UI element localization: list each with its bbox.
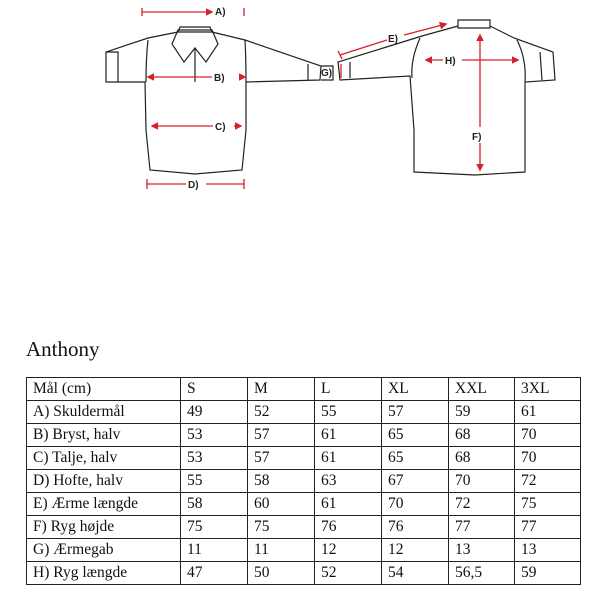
header-size-s: S [181, 378, 248, 401]
label-g: G) [321, 68, 333, 79]
table-cell: 55 [181, 470, 248, 493]
table-cell: 11 [248, 539, 315, 562]
table-cell: 61 [315, 424, 382, 447]
table-row [27, 562, 581, 585]
table-cell: 54 [382, 562, 449, 585]
table-cell: 72 [449, 493, 515, 516]
table-cell: 57 [248, 424, 315, 447]
table-cell: 58 [248, 470, 315, 493]
table-cell: 75 [181, 516, 248, 539]
table-cell: 70 [382, 493, 449, 516]
table-cell: 58 [181, 493, 248, 516]
table-cell: 13 [515, 539, 581, 562]
table-cell: 75 [248, 516, 315, 539]
table-cell: C) Talje, halv [27, 447, 181, 470]
table-row [27, 424, 581, 447]
table-cell: 12 [315, 539, 382, 562]
table-cell: 70 [515, 424, 581, 447]
table-cell: 68 [449, 447, 515, 470]
table-cell: 61 [515, 401, 581, 424]
table-cell: 65 [382, 424, 449, 447]
table-cell: 61 [315, 447, 382, 470]
header-size-l: L [315, 378, 382, 401]
label-b: B) [214, 73, 225, 84]
table-cell: 50 [248, 562, 315, 585]
table-cell: 57 [248, 447, 315, 470]
header-size-m: M [248, 378, 315, 401]
measurement-lines [142, 8, 518, 189]
table-cell: 13 [449, 539, 515, 562]
table-cell: 11 [181, 539, 248, 562]
label-d: D) [188, 180, 199, 191]
label-f: F) [472, 132, 482, 143]
table-cell: 70 [449, 470, 515, 493]
table-cell: F) Ryg højde [27, 516, 181, 539]
table-cell: 53 [181, 424, 248, 447]
table-cell: 70 [515, 447, 581, 470]
table-row [27, 470, 581, 493]
table-row [27, 539, 581, 562]
table-cell: 55 [315, 401, 382, 424]
header-size-xxl: XXL [449, 378, 515, 401]
table-cell: 61 [315, 493, 382, 516]
shirt-front-view [106, 27, 333, 174]
table-cell: G) Ærmegab [27, 539, 181, 562]
table-row [27, 401, 581, 424]
table-row [27, 516, 581, 539]
header-measure: Mål (cm) [27, 378, 181, 401]
garment-measurement-diagram [0, 0, 600, 210]
table-row [27, 493, 581, 516]
table-cell: 57 [382, 401, 449, 424]
table-cell: 68 [449, 424, 515, 447]
table-cell: B) Bryst, halv [27, 424, 181, 447]
table-cell: 53 [181, 447, 248, 470]
table-cell: 76 [382, 516, 449, 539]
label-c: C) [215, 122, 226, 133]
table-cell: 77 [449, 516, 515, 539]
header-size-xl: XL [382, 378, 449, 401]
header-size-3xl: 3XL [515, 378, 581, 401]
table-cell: 49 [181, 401, 248, 424]
table-cell: 52 [315, 562, 382, 585]
table-cell: 59 [515, 562, 581, 585]
table-cell: 75 [515, 493, 581, 516]
table-cell: H) Ryg længde [27, 562, 181, 585]
table-cell: 56,5 [449, 562, 515, 585]
table-cell: D) Hofte, halv [27, 470, 181, 493]
table-row [27, 447, 581, 470]
table-cell: 52 [248, 401, 315, 424]
table-cell: E) Ærme længde [27, 493, 181, 516]
table-cell: A) Skuldermål [27, 401, 181, 424]
table-cell: 47 [181, 562, 248, 585]
table-cell: 63 [315, 470, 382, 493]
label-e: E) [388, 34, 398, 45]
table-cell: 67 [382, 470, 449, 493]
table-header-row [27, 378, 581, 401]
table-cell: 59 [449, 401, 515, 424]
table-cell: 77 [515, 516, 581, 539]
table-cell: 65 [382, 447, 449, 470]
product-title: Anthony [26, 337, 100, 361]
table-cell: 60 [248, 493, 315, 516]
size-chart-table [26, 377, 581, 585]
table-cell: 12 [382, 539, 449, 562]
label-h: H) [445, 56, 456, 67]
label-a: A) [215, 7, 226, 18]
table-cell: 72 [515, 470, 581, 493]
table-cell: 76 [315, 516, 382, 539]
shirt-back-view [338, 20, 555, 175]
